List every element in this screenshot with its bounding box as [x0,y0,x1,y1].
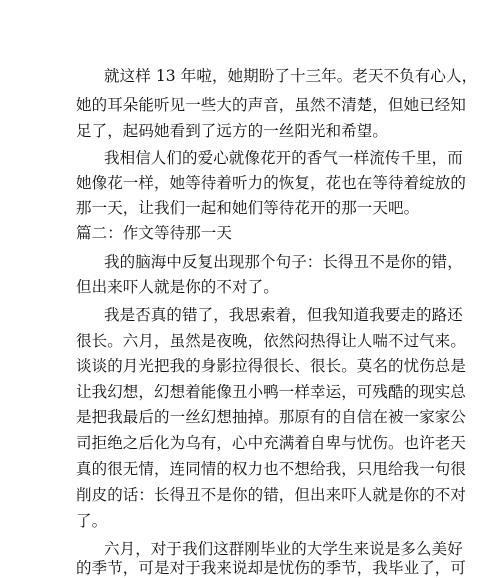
text-line-18: 了。 [76,512,108,530]
text-line-12: 谈谈的月光把我的身影拉得很长、很长。莫名的忧伤总是 [76,357,467,375]
text-line-14: 是把我最后的一丝幻想抽掉。那原有的自信在被一家家公 [76,408,467,426]
text-line-17: 削皮的话：长得丑不是你的错，但出来吓人就是你的不对 [76,486,467,504]
text-line-16: 真的很无情，连同情的权力也不想给我，只甩给我一句很 [76,460,467,478]
text-line-4: 我相信人们的爱心就像花开的香气一样流传千里，而 [104,149,463,167]
text-line-15: 司拒绝之后化为乌有，心中充满着自卑与忧伤。也许老天 [76,434,467,452]
text-line-10: 我是否真的错了，我思索着，但我知道我要走的路还 [104,306,463,324]
section-heading: 篇二：作文等待那一天 [76,224,233,242]
text-line-5: 她像花一样，她等待着听力的恢复，花也在等待着绽放的 [76,174,467,192]
text-line-11: 很长。六月，虽然是夜晚，依然闷热得让人喘不过气来。 [76,332,467,350]
text-line-8: 我的脑海中反复出现那个句子：长得丑不是你的错， [104,253,463,271]
text-line-1: 就这样 13 年啦，她期盼了十三年。老天不负有心人， [104,67,478,85]
text-line-20-partial: 的季节，可是对于我来说却是忧伤的季节，我毕业了，可 [76,559,467,577]
text-line-9: 但出来吓人就是你的不对了。 [76,278,279,296]
text-line-3: 足了，起码她看到了远方的一丝阳光和希望。 [76,122,389,140]
text-line-6: 那一天，让我们一起和她们等待花开的那一天吧。 [76,199,420,217]
text-line-19: 六月，对于我们这群刚毕业的大学生来说是多么美好 [104,540,463,558]
text-line-13: 让我幻想，幻想着能像丑小鸭一样幸运，可残酷的现实总 [76,383,467,401]
text-line-2: 她的耳朵能听见一些大的声音，虽然不清楚，但她已经知 [76,96,467,114]
